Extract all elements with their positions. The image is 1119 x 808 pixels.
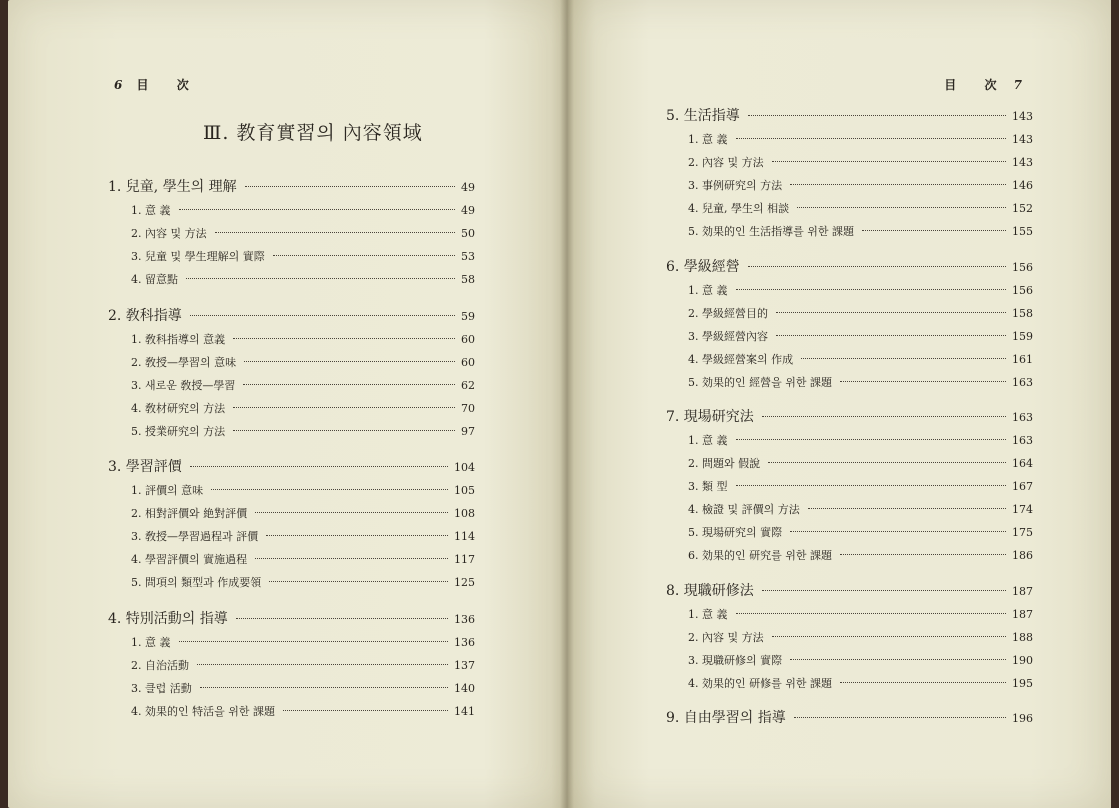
right-section-heading-title: 9. 自由學習의 指導 [666,710,786,726]
left-toc-entry-title: 1. 評價의 意味 [131,484,204,497]
left-section-heading [108,176,475,196]
right-toc-entry-title: 4. 檢證 및 評價의 方法 [688,503,800,516]
dot-leader [179,641,449,642]
left-toc-entry-title: 1. 敎科指導의 意義 [131,332,226,346]
right-section-heading [666,707,1033,727]
right-toc-entry-title: 4. 兒童, 學生의 相談 [688,202,790,215]
right-toc-entry [688,351,1033,367]
right-section-heading-page: 156 [1012,260,1033,274]
dot-leader [736,289,1007,290]
left-toc-entry-title: 4. 敎材研究의 方法 [131,401,226,415]
right-toc-entry-title: 1. 意 義 [688,283,728,297]
right-toc-entry [688,328,1033,344]
right-toc-entry-title: 3. 現職研修의 實際 [688,653,783,667]
right-toc-entry-page: 164 [1012,457,1033,470]
right-header-title: 目 次 [944,78,1009,92]
dot-leader [790,184,1006,185]
left-toc-entry [131,574,475,590]
dot-leader [266,535,448,536]
right-toc-entry [688,478,1033,494]
right-toc-entry-title: 5. 効果的인 經營을 위한 課題 [688,375,832,389]
dot-leader [762,590,1006,591]
left-section-heading-page: 59 [461,309,475,323]
right-section-heading [666,406,1033,426]
dot-leader [244,361,455,362]
right-toc-entry [688,432,1033,448]
right-page-number: 7 [1013,78,1023,92]
dot-leader [200,687,448,688]
left-toc-entry [131,528,475,544]
dot-leader [801,358,1006,359]
left-toc-entry [131,505,475,521]
left-toc-entry [131,680,475,696]
left-section-heading-title: 4. 特別活動의 指導 [108,610,228,627]
dot-leader [179,209,456,210]
left-toc-entry-page: 50 [461,227,475,240]
right-toc-entry-page: 143 [1012,133,1033,146]
left-toc-entry-title: 4. 留意點 [131,273,178,286]
dot-leader [772,636,1006,637]
right-toc-entry-title: 1. 意 義 [688,607,728,621]
left-toc-entry-title: 2. 相對評價와 絶對評價 [131,507,248,520]
left-section-heading-title: 2. 敎科指導 [108,307,182,324]
left-section-heading [108,305,475,325]
dot-leader [862,230,1006,231]
dot-leader [283,710,448,711]
dot-leader [190,466,448,467]
left-toc-entry [131,400,475,416]
right-toc-entry [688,154,1033,170]
left-toc-entry [131,271,475,287]
left-toc-entry [131,703,475,719]
dot-leader [808,508,1006,509]
book-gutter [560,0,574,808]
right-toc-entry-title: 3. 事例研究의 方法 [688,179,783,192]
dot-leader [233,430,455,431]
left-toc-entry-title: 2. 自治活動 [131,658,189,672]
right-toc-entry [688,374,1033,390]
left-toc-entry-page: 137 [454,658,475,672]
left-section-heading-page: 104 [454,461,475,474]
left-toc-entry-page: 141 [454,704,475,718]
dot-leader [255,558,448,559]
right-toc-entry-title: 1. 意 義 [688,133,728,146]
right-toc-entry [688,177,1033,193]
dot-leader [790,531,1006,532]
dot-leader [190,315,455,316]
left-section-heading [108,456,475,476]
right-page [568,0,1111,808]
dot-leader [748,266,1006,267]
right-toc-entry [688,547,1033,563]
right-toc-entry [688,282,1033,298]
right-toc-entry-page: 159 [1012,329,1033,343]
dot-leader [215,232,455,233]
right-toc-entry-page: 190 [1012,653,1033,667]
dot-leader [233,407,455,408]
right-toc-entry [688,131,1033,147]
right-toc-entry-title: 2. 問題와 假說 [688,457,761,470]
right-toc-entry-title: 4. 學級經營案의 作成 [688,352,794,366]
left-toc-entry-page: 62 [461,378,475,392]
dot-leader [186,278,455,279]
dot-leader [736,485,1007,486]
right-toc-entry-page: 195 [1012,676,1033,690]
dot-leader [840,554,1006,555]
right-toc-entry-page: 156 [1012,283,1033,297]
left-section-heading-title: 3. 學習評價 [108,459,182,475]
dot-leader [245,186,455,187]
right-toc-entry [688,675,1033,691]
left-toc-entry-title: 3. 클럽 活動 [131,681,192,695]
left-toc-entry-page: 117 [454,553,475,566]
left-toc-entry-page: 58 [461,273,475,286]
left-page-header [114,76,201,93]
right-section-heading-page: 163 [1012,411,1033,424]
left-toc-entry-page: 53 [461,250,475,263]
right-toc-entry-title: 4. 効果的인 研修를 위한 課題 [688,676,832,690]
left-toc-entry-title: 2. 內容 및 方法 [131,227,207,240]
right-toc-entry [688,455,1033,471]
left-toc-entry-page: 140 [454,681,475,695]
right-toc-entry [688,606,1033,622]
right-toc-entry-title: 3. 學級經營內容 [688,329,768,343]
left-section-heading [108,608,475,628]
left-toc-entry-title: 4. 學習評價의 實施過程 [131,553,248,566]
left-toc-entry-title: 3. 敎授—學習過程과 評價 [131,530,259,543]
dot-leader [269,581,448,582]
dot-leader [273,255,455,256]
left-toc-entry-title: 2. 敎授—學習의 意味 [131,355,237,369]
dot-leader [736,613,1007,614]
right-section-heading [666,105,1033,125]
left-toc-entry-title: 1. 意 義 [131,204,171,217]
left-page-number: 6 [114,78,124,92]
right-toc-entry-page: 152 [1012,202,1033,215]
right-toc-entry-page: 146 [1012,179,1033,192]
left-section-heading-page: 136 [454,612,475,626]
right-toc-entry-page: 187 [1012,607,1033,621]
dot-leader [840,682,1006,683]
right-toc-entry-title: 5. 現場研究의 實際 [688,526,783,539]
right-toc-entry-title: 2. 內容 및 方法 [688,156,764,169]
right-toc-entry-page: 163 [1012,434,1033,447]
left-toc-entry [131,634,475,650]
right-section-heading [666,256,1033,276]
right-toc-entry-page: 186 [1012,549,1033,562]
dot-leader [255,512,448,513]
right-toc-entry [688,629,1033,645]
left-toc-entry-page: 60 [461,355,475,369]
right-section-heading-page: 196 [1012,712,1033,725]
left-toc-entry-title: 5. 授業研究의 方法 [131,424,226,438]
right-toc-entry-page: 155 [1012,225,1033,238]
left-toc-entry [131,423,475,439]
left-toc-entry [131,202,475,218]
right-section-heading-page: 143 [1012,110,1033,123]
left-toc-entry-page: 60 [461,332,475,346]
right-toc-entry-page: 161 [1012,352,1033,366]
dot-leader [236,618,448,619]
left-page [8,0,568,808]
right-toc-entry [688,501,1033,517]
right-toc-entry-page: 163 [1012,375,1033,389]
left-toc-entry-title: 4. 効果的인 特活을 위한 課題 [131,704,275,718]
left-toc-entry-page: 105 [454,484,475,497]
dot-leader [211,489,448,490]
left-toc-entry-page: 114 [454,530,475,543]
left-toc-entry [131,482,475,498]
left-toc-entry-page: 125 [454,576,475,589]
dot-leader [762,416,1006,417]
left-toc-entry [131,377,475,393]
right-toc-entry [688,652,1033,668]
left-toc-entry-title: 3. 兒童 및 學生理解의 實際 [131,250,265,263]
dot-leader [768,462,1006,463]
right-toc-entry-page: 167 [1012,480,1033,493]
left-toc-entry-page: 97 [461,424,475,438]
right-toc-entry-page: 143 [1012,156,1033,169]
left-toc-entry [131,248,475,264]
dot-leader [776,312,1006,313]
right-toc-entry-title: 1. 意 義 [688,434,728,447]
right-toc-entry-page: 158 [1012,306,1033,320]
dot-leader [197,664,448,665]
left-header-title: 目 次 [136,78,201,92]
dot-leader [797,207,1006,208]
dot-leader [790,659,1006,660]
right-toc-entry-page: 174 [1012,503,1033,516]
right-toc-entry-title: 5. 効果的인 生活指導를 위한 課題 [688,225,854,238]
right-toc-entry [688,223,1033,239]
part-title: Ⅲ. 教育實習의 內容領域 [203,122,423,144]
left-toc-entry [131,354,475,370]
right-page-header [944,76,1023,93]
left-toc-entry-title: 5. 問項의 類型과 作成要領 [131,576,262,589]
left-toc-entry [131,225,475,241]
right-toc-entry-page: 188 [1012,630,1033,644]
right-toc-entry [688,305,1033,321]
dot-leader [840,381,1006,382]
dot-leader [233,338,455,339]
left-toc-entry-page: 70 [461,401,475,415]
left-toc-entry-page: 49 [461,204,475,217]
right-section-heading-title: 8. 現職研修法 [666,582,754,599]
right-section-heading-title: 6. 學級經營 [666,258,740,275]
left-toc-entry-page: 136 [454,635,475,649]
left-toc-entry-title: 3. 새로운 敎授—學習 [131,378,236,392]
right-toc-entry-title: 2. 內容 및 方法 [688,630,764,644]
right-toc-entry [688,524,1033,540]
left-toc-entry [131,331,475,347]
left-section-heading-page: 49 [461,181,475,194]
right-toc-entry-title: 3. 類 型 [688,480,728,493]
left-section-heading-title: 1. 兒童, 學生의 理解 [108,179,237,195]
right-section-heading-title: 5. 生活指導 [666,108,740,124]
right-toc-entry-title: 6. 効果的인 研究를 위한 課題 [688,549,832,562]
right-toc-entry-page: 175 [1012,526,1033,539]
left-toc-entry [131,551,475,567]
left-toc-entry-title: 1. 意 義 [131,635,171,649]
dot-leader [794,717,1006,718]
dot-leader [243,384,455,385]
right-toc-entry-title: 2. 學級經營目的 [688,306,768,320]
dot-leader [736,138,1007,139]
left-toc-entry-page: 108 [454,507,475,520]
right-section-heading-title: 7. 現場研究法 [666,409,754,425]
dot-leader [772,161,1006,162]
right-section-heading-page: 187 [1012,584,1033,598]
dot-leader [736,439,1007,440]
left-toc-entry [131,657,475,673]
dot-leader [748,115,1006,116]
dot-leader [776,335,1006,336]
right-section-heading [666,580,1033,600]
right-toc-entry [688,200,1033,216]
